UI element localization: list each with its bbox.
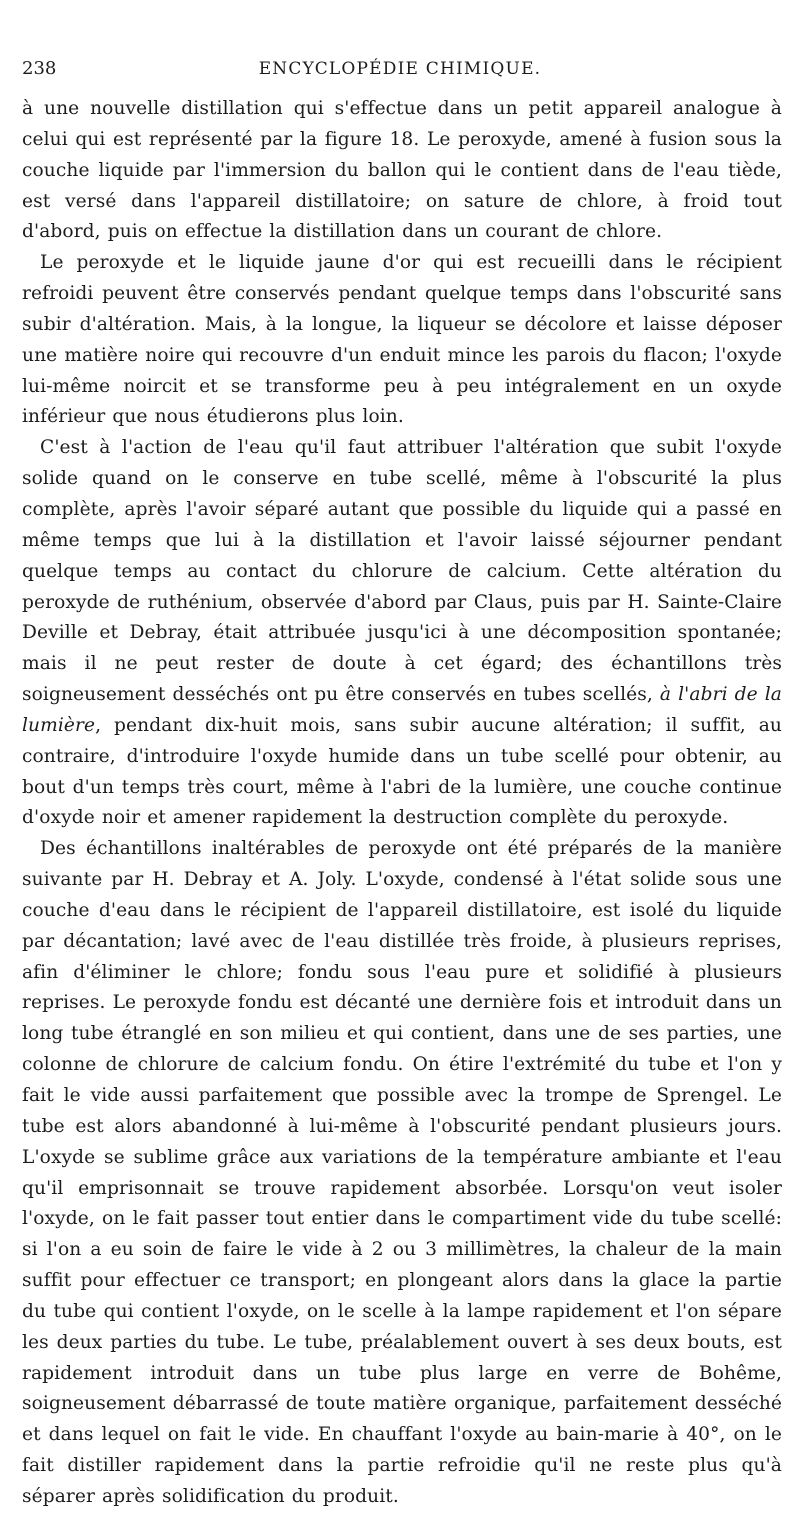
paragraph-3-italic-phrase: à l'abri de la lumière: [22, 684, 782, 736]
paragraph-2: Le peroxyde et le liquide jaune d'or qui est recueilli dans le récipient refroidi peuvent être conservés pendant quelque temps dans l'obscurité sans subir d'altération. Mais, à la longue, la liqueur se décolore et laisse déposer une matière noire qui recouvre d'un enduit mince les parois du flacon; l'oxyde lui-même noircit et se transforme peu à peu intégralement en un oxyde inférieur que nous étudierons plus loin.: [22, 252, 782, 428]
paragraph-3: [22, 433, 782, 834]
body-text: [22, 94, 782, 1513]
page-number: 238: [22, 58, 57, 79]
paragraph-3-text-after: , pendant dix-huit mois, sans subir aucune altération; il suffit, au contraire, d'introduire l'oxyde humide dans un tube scellé pour obtenir, au bout d'un temps très court, même à l'abri de la lumière, une couche continue d'oxyde noir et amener rapidement la destruction complète du peroxyde.: [22, 714, 782, 829]
page-header: [22, 58, 782, 92]
paragraph-3-text-before: C'est à l'action de l'eau qu'il faut attribuer l'altération que subit l'oxyde solide quand on le conserve en tube scellé, même à l'obscurité la plus complète, après l'avoir séparé autant que possible du liquide qui a passé en même temps que lui à la distillation et l'avoir laissé séjourner pendant quelque temps au contact du chlorure de calcium. Cette altération du peroxyde de ruthénium, observée d'abord par Claus, puis par H. Sainte-Claire Deville et Debray, était attribuée jusqu'ici à une décomposition spontanée; mais il ne peut rester de doute à cet égard; des échantillons très soigneusement desséchés ont pu être conservés en tubes scellés,: [22, 437, 782, 706]
running-title: ENCYCLOPÉDIE CHIMIQUE.: [258, 59, 542, 79]
paragraph-1: à une nouvelle distillation qui s'effectue dans un petit appareil analogue à celui qui est représenté par la figure 18. Le peroxyde, amené à fusion sous la couche liquide par l'immersion du ballon qui le contient dans de l'eau tiède, est versé dans l'appareil distillatoire; on sature de chlore, à froid tout d'abord, puis on effectue la distillation dans un courant de chlore.: [22, 98, 782, 243]
paragraph-4: Des échantillons inaltérables de peroxyde ont été préparés de la manière suivante par H. Debray et A. Joly. L'oxyde, condensé à l'état solide sous une couche d'eau dans le récipient de l'appareil distillatoire, est isolé du liquide par décantation; lavé avec de l'eau distillée très froide, à plusieurs reprises, afin d'éliminer le chlore; fondu sous l'eau pure et solidifié à plusieurs reprises. Le peroxyde fondu est décanté une dernière fois et introduit dans un long tube étranglé en son milieu et qui contient, dans une de ses parties, une colonne de chlorure de calcium fondu. On étire l'extrémité du tube et l'on y fait le vide aussi parfaitement que possible avec la trompe de Sprengel. Le tube est alors abandonné à lui-même à l'obscurité pendant plusieurs jours. L'oxyde se sublime grâce aux variations de la température ambiante et l'eau qu'il emprisonnait se trouve rapidement absorbée. Lorsqu'on veut isoler l'oxyde, on le fait passer tout entier dans le compartiment vide du tube scellé: si l'on a eu soin de faire le vide à 2 ou 3 millimètres, la chaleur de la main suffit pour effectuer ce transport; en plongeant alors dans la glace la partie du tube qui contient l'oxyde, on le scelle à la lampe rapidement et l'on sépare les deux parties du tube. Le tube, préalablement ouvert à ses deux bouts, est rapidement introduit dans un tube plus large en verre de Bohême, soigneusement débarrassé de toute matière organique, parfaitement desséché et dans lequel on fait le vide. En chauffant l'oxyde au bain-marie à 40°, on le fait distiller rapidement dans la partie refroidie qu'il ne reste plus qu'à séparer après solidification du produit.: [22, 838, 782, 1507]
